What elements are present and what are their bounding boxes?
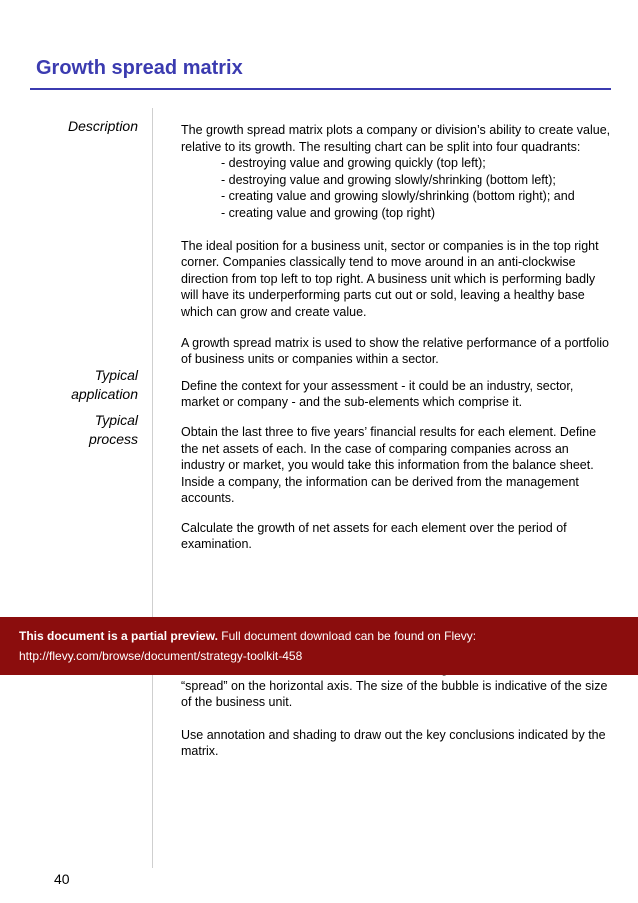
column-divider (152, 108, 153, 868)
banner-rest-text: Full document download can be found on Flevy: (217, 629, 477, 643)
page-title: Growth spread matrix (36, 57, 243, 79)
quadrant-item: - destroying value and growing quickly (top left); (221, 156, 486, 171)
label-typical-process-line1: Typical (94, 412, 138, 428)
quadrant-item: - creating value and growing slowly/shrinking (bottom right); and (221, 189, 575, 204)
banner-link[interactable]: http://flevy.com/browse/document/strategy-toolkit-458 (19, 649, 303, 663)
process-step-5: Use annotation and shading to draw out the key conclusions indicated by the matrix. (181, 727, 606, 759)
label-description-text: Description (67, 118, 138, 134)
title-rule (30, 88, 611, 90)
label-typical-process (89, 411, 138, 449)
banner-message (19, 627, 476, 645)
main-body-upper (181, 122, 611, 553)
process-step-4: “spread” on the horizontal axis. The size of the bubble is indicative of the size of the business unit. (181, 678, 608, 710)
preview-banner (0, 617, 638, 675)
page-number: 40 (54, 871, 70, 887)
label-typical-process-line2: process (88, 431, 138, 447)
label-typical-application-line1: Typical (94, 367, 138, 383)
process-step-2: Obtain the last three to five years’ financial results for each element. Define the net assets of each. In the case of comparing companies across an industry or market, you would take this information from the balance sheet. Inside a company, the information can be derived from the management accounts. (181, 424, 597, 506)
process-step-1: Define the context for your assessment - it could be an industry, sector, market or company - and the sub-elements which comprise it. (181, 378, 574, 410)
label-typical-application-line2: application (71, 386, 138, 402)
quadrant-item: - destroying value and growing slowly/shrinking (bottom left); (221, 172, 556, 187)
application-text: A growth spread matrix is used to show the relative performance of a portfolio of business units or companies within a sector. (181, 335, 609, 367)
quadrant-list (181, 155, 611, 221)
description-intro: The growth spread matrix plots a company or division’s ability to create value, relative to its growth. The resulting chart can be split into four quadrants: (181, 123, 611, 154)
banner-bold-text: This document is a partial preview. (19, 629, 218, 643)
process-step-3: Calculate the growth of net assets for each element over the period of examination. (181, 520, 567, 552)
label-typical-application (71, 366, 138, 404)
main-body-lower (181, 661, 611, 760)
label-description (68, 117, 138, 136)
description-ideal: The ideal position for a business unit, sector or companies is in the top right corner. Companies classically tend to move around in an anti-clockwise direction from top left to top right. A business unit which is performing badly will have its underperforming parts cut out or sold, leaving a healthy base which can grow and create value. (181, 238, 599, 319)
quadrant-item: - creating value and growing (top right) (221, 205, 436, 220)
